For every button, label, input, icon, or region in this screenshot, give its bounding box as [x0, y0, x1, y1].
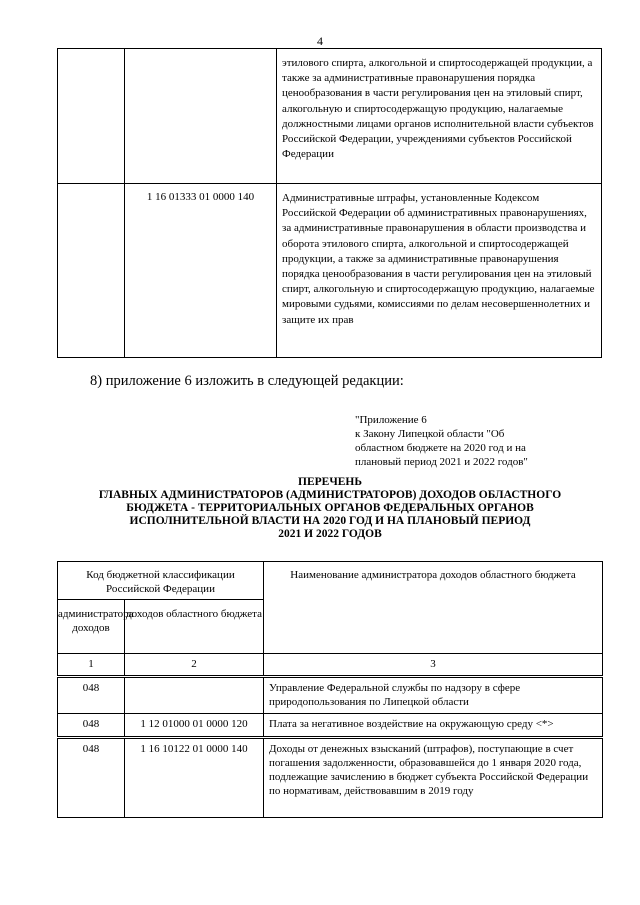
heading-line: БЮДЖЕТА - ТЕРРИТОРИАЛЬНЫХ ОРГАНОВ ФЕДЕРАЛЬНЫХ ОРГАНОВ [126, 502, 534, 514]
header-budget-classification-code: Код бюджетной классификации Российской Федерации [58, 562, 264, 600]
heading-line: 2021 И 2022 ГОДОВ [278, 528, 382, 540]
heading-line: ИСПОЛНИТЕЛЬНОЙ ВЛАСТИ НА 2020 ГОД И НА ПЛАНОВЫЙ ПЕРИОД [129, 515, 531, 527]
annex-reference [355, 413, 575, 469]
heading-line: ГЛАВНЫХ АДМИНИСТРАТОРОВ (АДМИНИСТРАТОРОВ) ДОХОДОВ ОБЛАСТНОГО [98, 489, 562, 501]
table-row [58, 49, 602, 184]
header-income: доходов областного бюджета [125, 600, 264, 654]
table-row [58, 184, 602, 358]
description-cell: Административные штрафы, установленные Кодексом Российской Федерации об административных правонарушениях, за административные правонарушения в области производства и оборота этилового спирта, алкогольной и спиртосодержащей продукции, а также за административные правонарушения порядка ценообразования в части регулирования цен на этиловый спирт, алкогольную и спиртосодержащую продукцию, налагаемые мировыми судьями, комиссиями по делам несовершеннолетних и защите их прав [277, 184, 602, 358]
income-code-cell: 1 12 01000 01 0000 120 [125, 714, 264, 738]
annex-line: областном бюджете на 2020 год и на [355, 442, 526, 454]
description-cell: Плата за негативное воздействие на окружающую среду <*> [264, 714, 603, 738]
annex-line: "Приложение 6 [355, 414, 427, 426]
table-row [58, 677, 603, 714]
administrators-table [57, 561, 603, 818]
table-header-row [58, 562, 603, 600]
description-cell: этилового спирта, алкогольной и спиртосодержащей продукции, а также за административные правонарушения порядка ценообразования в части регулирования цен на этиловый спирт, алкогольную и спиртосодержащую продукцию, налагаемые должностными лицами органов исполнительной власти субъектов Российской Федерации, учреждениями субъектов Российской Федерации [277, 49, 602, 184]
column-number-row [58, 654, 603, 677]
column-number: 3 [264, 654, 603, 677]
income-code-cell [125, 49, 277, 184]
admin-code-cell [58, 184, 125, 358]
annex-line: плановый период 2021 и 2022 годов" [355, 456, 528, 468]
admin-code-cell [58, 49, 125, 184]
continuation-table [57, 48, 602, 358]
page-number: 4 [317, 34, 323, 48]
header-administrator: администратора доходов [58, 600, 125, 654]
description-cell: Управление Федеральной службы по надзору в сфере природопользования по Липецкой области [264, 677, 603, 714]
table-row [58, 738, 603, 818]
income-code-cell [125, 677, 264, 714]
income-code-cell: 1 16 10122 01 0000 140 [125, 738, 264, 818]
income-code-cell: 1 16 01333 01 0000 140 [125, 184, 277, 358]
column-number: 1 [58, 654, 125, 677]
item-8-instruction: 8) приложение 6 изложить в следующей редакции: [90, 373, 404, 389]
annex-line: к Закону Липецкой области "Об [355, 428, 505, 440]
table-row [58, 714, 603, 738]
admin-code-cell: 048 [58, 714, 125, 738]
admin-code-cell: 048 [58, 738, 125, 818]
admin-code-cell: 048 [58, 677, 125, 714]
header-administrator-name: Наименование администратора доходов областного бюджета [264, 562, 603, 654]
heading-line: ПЕРЕЧЕНЬ [298, 476, 362, 488]
list-heading [60, 476, 600, 541]
description-cell: Доходы от денежных взысканий (штрафов), поступающие в счет погашения задолженности, образовавшейся до 1 января 2020 года, подлежащие зачислению в бюджет субъекта Российской Федерации по нормативам, действовавшим в 2019 году [264, 738, 603, 818]
column-number: 2 [125, 654, 264, 677]
